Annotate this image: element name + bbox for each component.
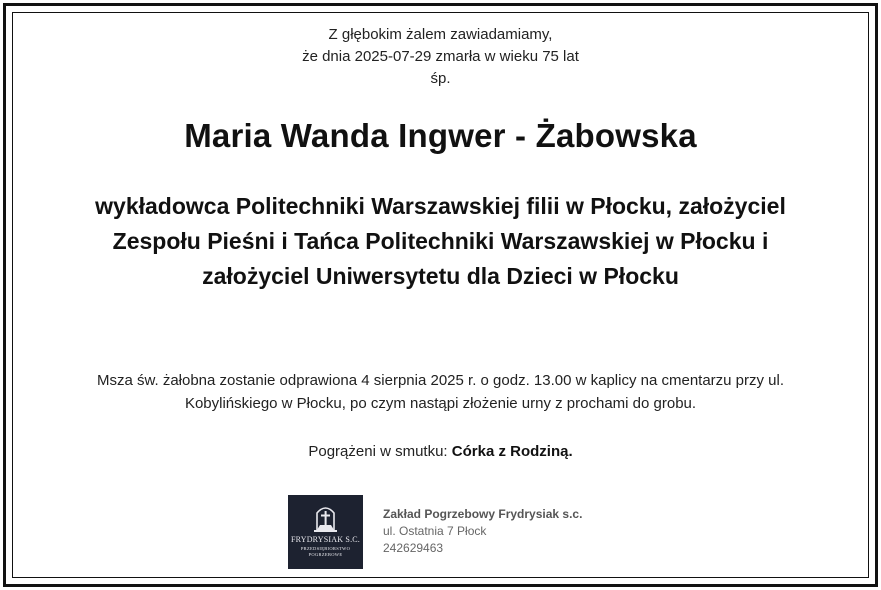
funeral-home-logo (288, 495, 363, 569)
intro-text (0, 24, 881, 90)
title-line-1: wykładowca Politechniki Warszawskiej filii w Płocku, założyciel (95, 193, 786, 219)
logo-subtitle (288, 546, 363, 558)
logo-name: FRYDRYSIAK S.C. (290, 535, 361, 544)
mass-line-2: Kobylińskiego w Płocku, po czym nastąpi złożenie urny z prochami do grobu. (184, 395, 697, 412)
logo-subtitle-1: PRZEDSIĘBIORSTWO (300, 546, 351, 551)
title-line-3: założyciel Uniwersytetu dla Dzieci w Płocku (202, 263, 679, 289)
mass-line-1: Msza św. żałobna zostanie odprawiona 4 sierpnia 2025 r. o godz. 13.00 w kaplicy na cmentarzu przy ul. (96, 372, 785, 389)
funeral-home-phone: 242629463 (383, 541, 444, 555)
mourners-names: Córka z Rodziną. (451, 443, 573, 460)
logo-subtitle-2: POGRZEBOWE (308, 552, 343, 557)
funeral-home-name: Zakład Pogrzebowy Frydrysiak s.c. (383, 507, 583, 521)
intro-line-3: śp. (430, 70, 451, 87)
funeral-home-address: ul. Ostatnia 7 Płock (383, 524, 487, 538)
deceased-titles (30, 189, 851, 294)
cross-tomb-icon (308, 501, 343, 533)
deceased-name: Maria Wanda Ingwer - Żabowska (184, 117, 697, 154)
funeral-home-info (383, 506, 582, 557)
mass-info (30, 369, 851, 415)
mourners-label: Pogrążeni w smutku: (308, 443, 448, 460)
intro-line-1: Z głębokim żalem zawiadamiamy, (328, 26, 553, 43)
mourners (0, 441, 881, 463)
intro-line-2: że dnia 2025-07-29 zmarła w wieku 75 lat (302, 48, 579, 65)
title-line-2: Zespołu Pieśni i Tańca Politechniki Warszawskiej w Płocku i (112, 228, 769, 254)
